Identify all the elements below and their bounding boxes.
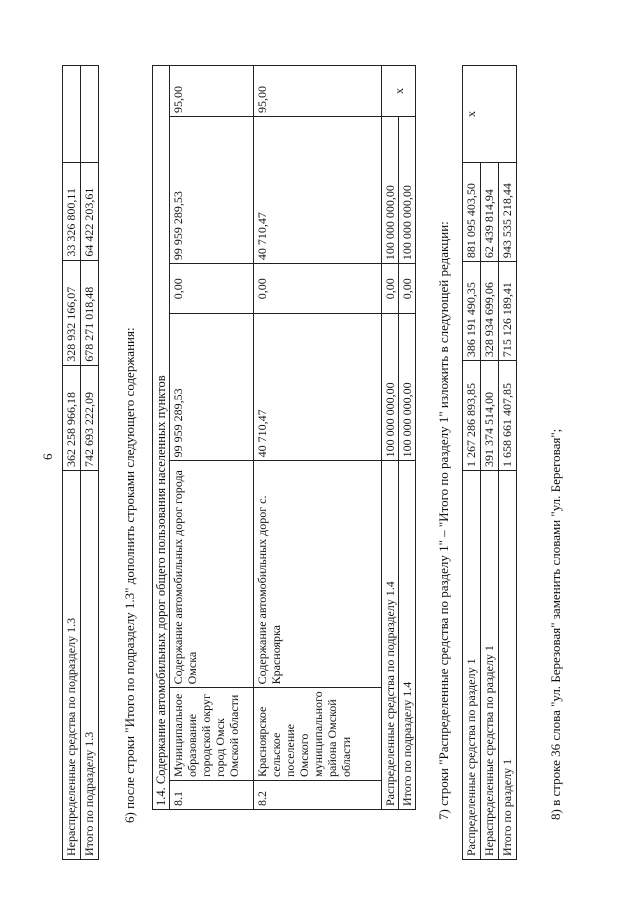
cell-value: 99 959 289,53 — [170, 117, 254, 264]
row-label: Итого по разделу 1 — [499, 471, 517, 860]
row-label: Нераспределенные средства по разделу 1 — [481, 471, 499, 860]
table-section-1-totals — [462, 65, 517, 860]
cell-value: 100 000 000,00 — [382, 117, 399, 264]
cell-value: 328 932 166,07 — [63, 260, 81, 365]
table-row — [481, 66, 499, 860]
cell-value: 1 267 286 893,85 — [463, 361, 481, 471]
cell-percent: 95,00 — [254, 66, 382, 117]
cell-mark: х — [382, 66, 416, 117]
row-label: Распределенные средства по подразделу 1.4 — [382, 461, 399, 810]
cell-value: 99 959 289,53 — [170, 314, 254, 461]
summary-row — [399, 66, 416, 810]
cell-value: 100 000 000,00 — [382, 314, 399, 461]
cell-value: 362 258 966,18 — [63, 365, 81, 470]
cell-value: 0,00 — [170, 264, 254, 314]
cell-value: 62 439 814,94 — [481, 163, 499, 262]
cell-value: 0,00 — [399, 264, 416, 314]
cell-value: 33 326 800,11 — [63, 163, 81, 261]
cell-value: 100 000 000,00 — [399, 314, 416, 461]
row-label: Распределенные средства по разделу 1 — [463, 471, 481, 860]
table-row — [499, 66, 517, 860]
table-subsection-1-3 — [62, 65, 99, 860]
cell-mark: х — [463, 66, 517, 163]
paragraph-6: 6) после строки "Итого по подразделу 1.3" дополнить строками следующего содержания: — [122, 327, 137, 823]
cell-value: 1 658 661 407,85 — [499, 361, 517, 471]
cell-value: 0,00 — [382, 264, 399, 314]
cell-value: 742 693 222,09 — [81, 365, 99, 470]
section-title-row — [153, 66, 170, 810]
municipality-name: Красноярское сельское поселение Омского муниципального района Омской области — [254, 688, 382, 781]
cell-value: 100 000 000,00 — [399, 117, 416, 264]
work-description: Содержание автомобильных дорог с. Красноярка — [254, 461, 382, 688]
cell-value: 715 126 189,41 — [499, 262, 517, 361]
cell-value: 881 095 403,50 — [463, 163, 481, 262]
cell-percent: 95,00 — [170, 66, 254, 117]
page-number: 6 — [40, 453, 55, 460]
table-row — [463, 66, 481, 860]
paragraph-7: 7) строки "Распределенные средства по разделу 1" – "Итого по разделу 1" изложить в следующей редакции: — [436, 221, 451, 820]
section-title: 1.4. Содержание автомобильных дорог общего пользования населенных пунктов — [153, 66, 170, 810]
row-label: Нераспределенные средства по подразделу 1.3 — [63, 471, 81, 860]
cell-empty — [81, 66, 99, 163]
table-row — [81, 66, 99, 860]
cell-value: 40 710,47 — [254, 117, 382, 264]
row-number: 8.2 — [254, 781, 382, 810]
summary-row — [382, 66, 399, 810]
cell-value: 40 710,47 — [254, 314, 382, 461]
cell-value: 678 271 018,48 — [81, 260, 99, 365]
table-row — [63, 66, 81, 860]
cell-value: 64 422 203,61 — [81, 163, 99, 261]
cell-value: 328 934 699,06 — [481, 262, 499, 361]
cell-value: 391 374 514,00 — [481, 361, 499, 471]
municipality-name: Муниципальное образование городской округ город Омск Омской области — [170, 688, 254, 781]
cell-value: 0,00 — [254, 264, 382, 314]
row-label: Итого по подразделу 1.3 — [81, 471, 99, 860]
table-row — [170, 66, 254, 810]
paragraph-8: 8) в строке 36 слова "ул. Березовая" заменить словами "ул. Береговая"; — [548, 428, 563, 820]
table-subsection-1-4 — [152, 65, 416, 810]
table-row — [254, 66, 382, 810]
cell-value: 386 191 490,35 — [463, 262, 481, 361]
work-description: Содержание автомобильных дорог города Омска — [170, 461, 254, 688]
row-number: 8.1 — [170, 781, 254, 810]
row-label: Итого по подразделу 1.4 — [399, 461, 416, 810]
cell-empty — [63, 66, 81, 163]
cell-value: 943 535 218,44 — [499, 163, 517, 262]
